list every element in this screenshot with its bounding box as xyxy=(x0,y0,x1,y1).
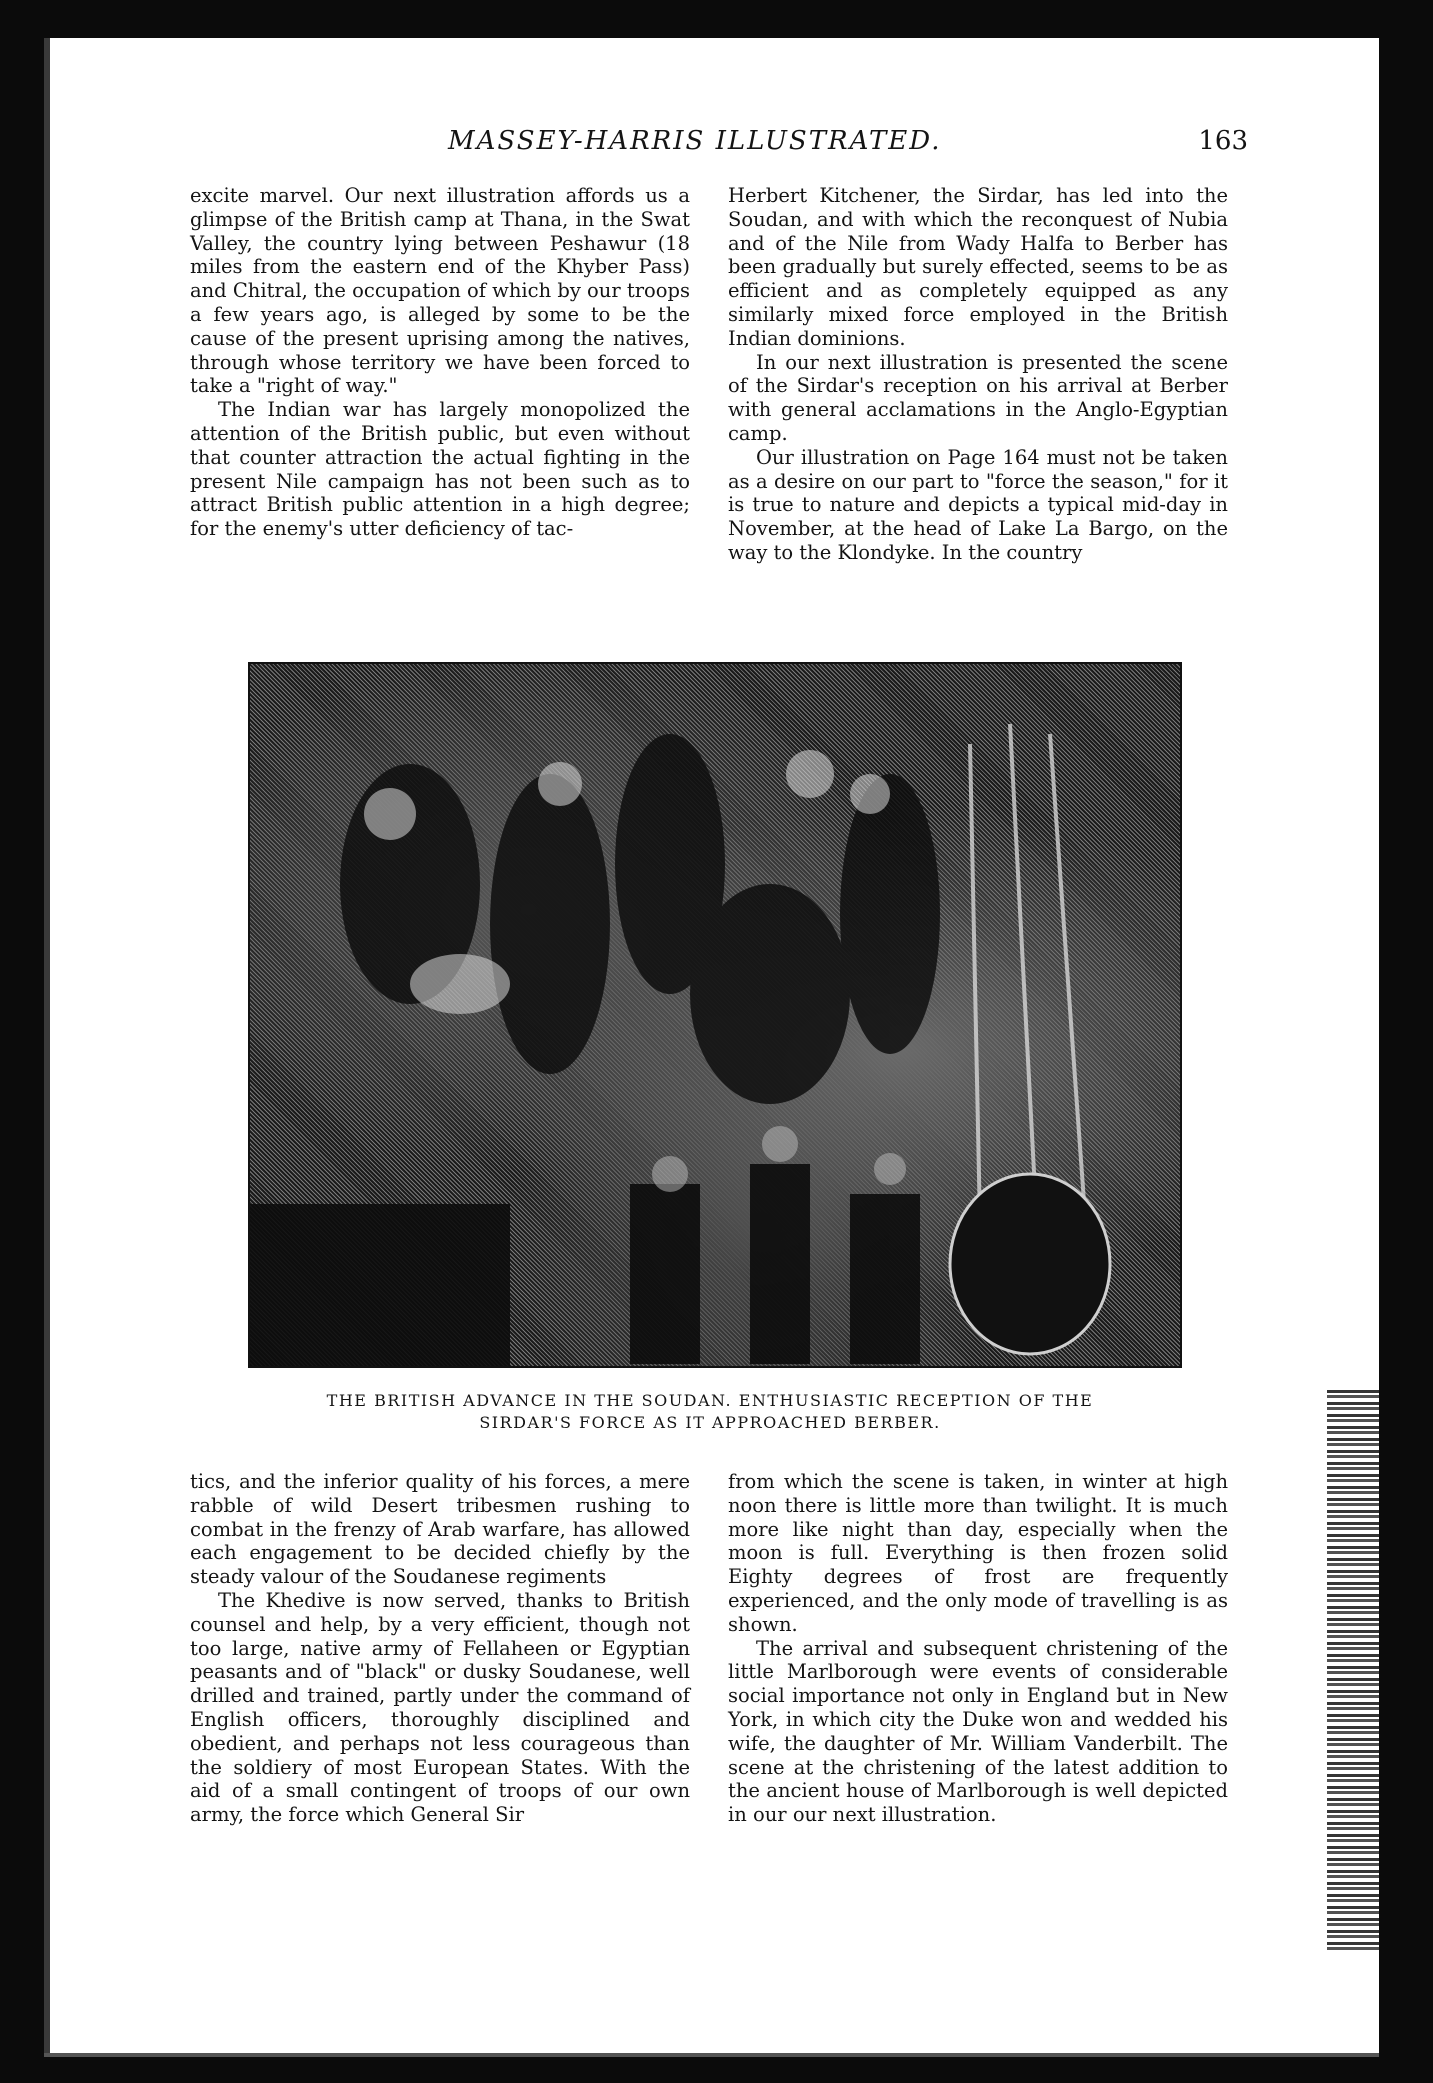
paragraph: The Indian war has largely monopolized the attention of the British public, but even without that counter attraction the actual fighting in the present Nile campaign has not been such as to attract British public attention in a high degree; for the enemy's utter deficiency of tac- xyxy=(190,398,690,541)
caption-line-1: THE BRITISH ADVANCE IN THE SOUDAN. ENTHUSIASTIC RECEPTION OF THE xyxy=(326,1391,1094,1410)
paragraph: from which the scene is taken, in winter at high noon there is little more than twilight. It is much more like night than day, especially when the moon is full. Everything is then frozen solid Eighty degrees of frost are frequently experienced, and the only mode of travelling is as shown. xyxy=(728,1470,1228,1636)
page-number: 163 xyxy=(1198,126,1248,156)
column-top-left xyxy=(190,184,690,541)
running-head: MASSEY-HARRIS ILLUSTRATED. xyxy=(448,126,942,156)
engraving-illustration xyxy=(248,662,1182,1368)
caption-line-2: SIRDAR'S FORCE AS IT APPROACHED BERBER. xyxy=(479,1413,941,1432)
scan-border-left-shadow xyxy=(44,38,50,2083)
paragraph: The Khedive is now served, thanks to British counsel and help, by a very efficient, though not too large, native army of Fellaheen or Egyptian peasants and of "black" or dusky Soudanese, well drilled and trained, partly under the command of English officers, thoroughly disciplined and obedient, and perhaps not less courageous than the soldiery of most European States. With the aid of a small contingent of troops of our own army, the force which General Sir xyxy=(190,1588,690,1827)
paragraph: excite marvel. Our next illustration affords us a glimpse of the British camp at Thana, in the Swat Valley, the country lying between Peshawur (18 miles from the eastern end of the Khyber Pass) and Chitral, the occupation of which by our troops a few years ago, is alleged by some to be the cause of the present uprising among the natives, through whose territory we have been forced to take a "right of way." xyxy=(190,184,690,398)
illustration-caption xyxy=(190,1390,1230,1434)
scan-border-bottom-edge xyxy=(44,2053,1379,2057)
page-header xyxy=(188,126,1248,166)
scan-border-top xyxy=(0,0,1433,38)
paragraph: The arrival and subsequent christening of the little Marlborough were events of considerable social importance not only in England but in New York, in which city the Duke won and wedded his wife, the daughter of Mr. William Vanderbilt. The scene at the christening of the latest addition to the ancient house of Marlborough is well depicted in our our next illustration. xyxy=(728,1636,1228,1827)
scan-border-left xyxy=(0,0,44,2083)
scan-edge-noise xyxy=(1327,1390,1379,1950)
column-bottom-right xyxy=(728,1470,1228,1827)
paragraph: tics, and the inferior quality of his forces, a mere rabble of wild Desert tribesmen rushing to combat in the frenzy of Arab warfare, has allowed each engagement to be decided chiefly by the steady valour of the Soudanese regiments xyxy=(190,1470,690,1589)
scan-border-right xyxy=(1379,0,1433,2083)
engraving-figures xyxy=(250,664,1180,1366)
paragraph: In our next illustration is presented the scene of the Sirdar's reception on his arrival at Berber with general acclamations in the Anglo-Egyptian camp. xyxy=(728,350,1228,445)
column-top-right xyxy=(728,184,1228,565)
column-bottom-left xyxy=(190,1470,690,1827)
scan-border-bottom xyxy=(44,2057,1379,2083)
paragraph: Our illustration on Page 164 must not be taken as a desire on our part to "force the season," for it is true to nature and depicts a typical mid-day in November, at the head of Lake La Bargo, on the way to the Klondyke. In the country xyxy=(728,445,1228,564)
paragraph: Herbert Kitchener, the Sirdar, has led into the Soudan, and with which the reconquest of Nubia and of the Nile from Wady Halfa to Berber has been gradually but surely effected, seems to be as efficient and as completely equipped as any similarly mixed force employed in the British Indian dominions. xyxy=(728,184,1228,350)
